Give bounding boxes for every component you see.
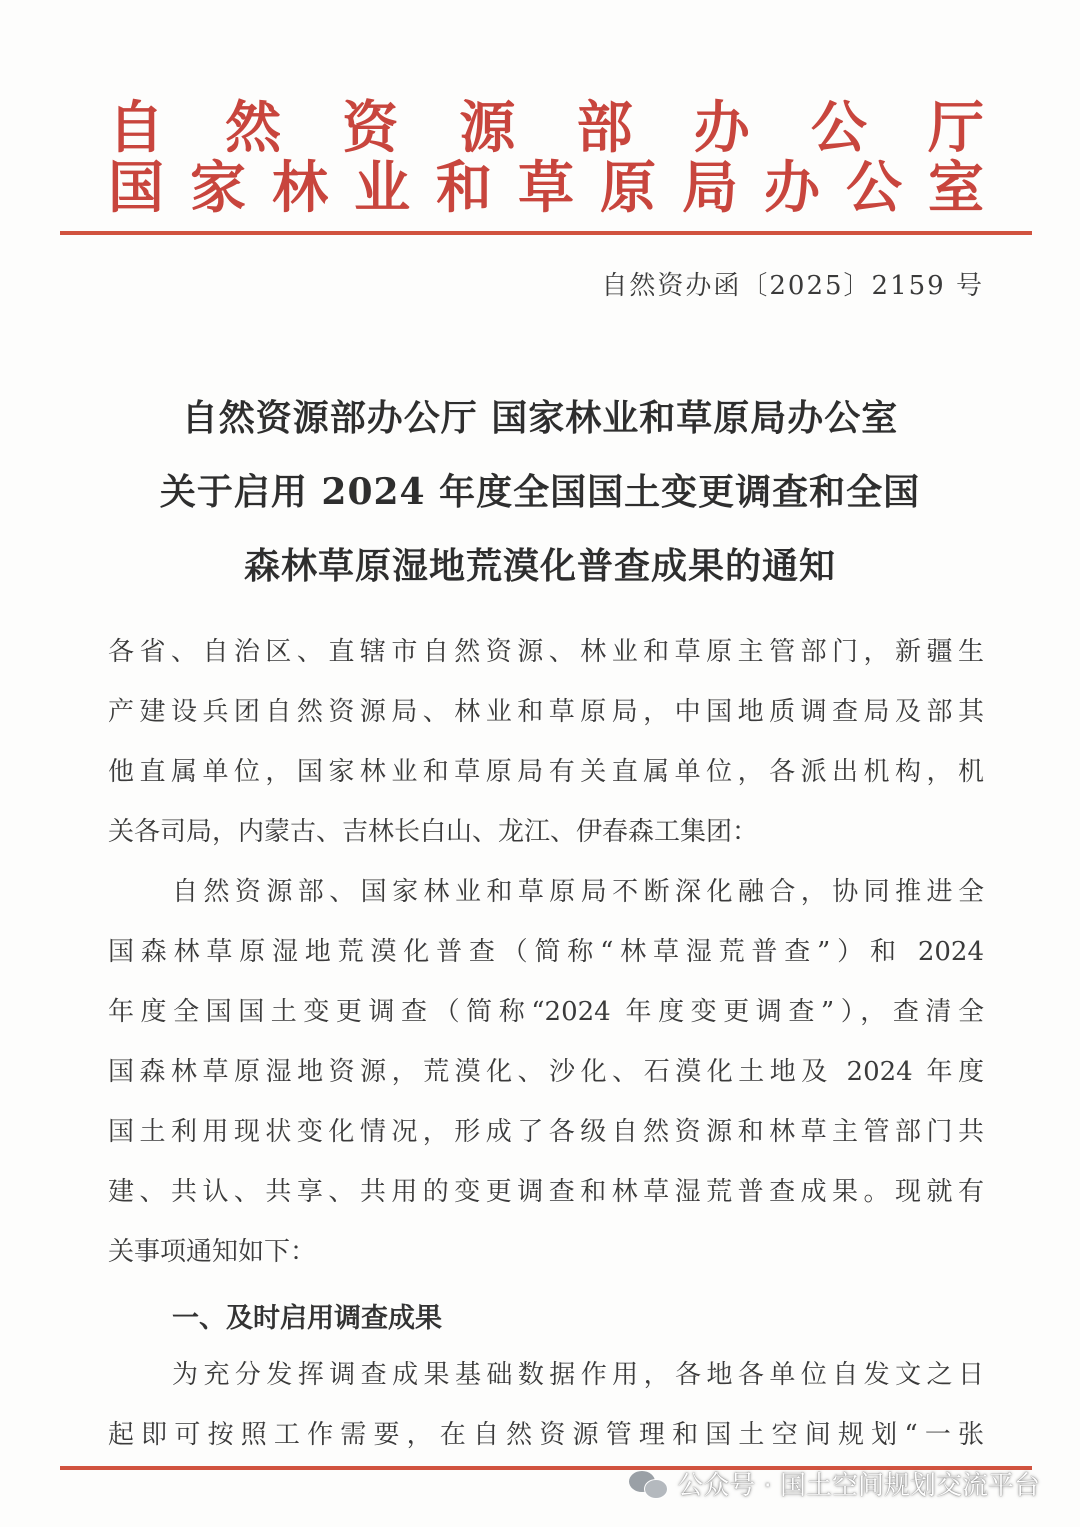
letterhead-char: 原 — [600, 155, 656, 221]
letterhead-char: 办 — [693, 95, 750, 161]
addressee-line: 他直属单位，国家林业和草原局有关直属单位，各派出机构，机 — [108, 757, 984, 787]
letterhead-char: 源 — [459, 95, 516, 161]
letterhead-char: 办 — [764, 155, 820, 221]
title-line-3: 森林草原湿地荒漠化普查成果的通知 — [243, 545, 836, 587]
addressee-line: 关各司局，内蒙古、吉林长白山、龙江、伊春森工集团： — [108, 817, 759, 847]
letterhead-line-1 — [108, 95, 984, 161]
letterhead-divider — [60, 231, 1032, 235]
letterhead-char: 室 — [928, 155, 984, 221]
paragraph-line: 国森林草原湿地资源，荒漠化、沙化、石漠化土地及 2024 年度 — [108, 1057, 984, 1087]
section-heading: 一、及时启用调查成果 — [172, 1303, 442, 1334]
watermark-text: 公众号 · 国土空间规划交流平台 — [677, 1471, 1040, 1501]
letterhead-char: 厅 — [927, 95, 984, 161]
wechat-icon — [629, 1469, 669, 1499]
letterhead-char: 国 — [108, 155, 164, 221]
letterhead-char: 部 — [576, 95, 633, 161]
letterhead-char: 公 — [810, 95, 867, 161]
letterhead-char: 业 — [354, 155, 410, 221]
paragraph-line: 年度全国国土变更调查（简称“2024 年度变更调查”），查清全 — [108, 997, 984, 1027]
letterhead-char: 林 — [272, 155, 328, 221]
letterhead-char: 和 — [436, 155, 492, 221]
letterhead-char: 然 — [225, 95, 282, 161]
paragraph-line: 为充分发挥调查成果基础数据作用，各地各单位自发文之日 — [172, 1360, 984, 1390]
addressee-line: 各省、自治区、直辖市自然资源、林业和草原主管部门，新疆生 — [108, 637, 984, 667]
paragraph-line: 建、共认、共享、共用的变更调查和林草湿荒普查成果。现就有 — [108, 1177, 984, 1207]
paragraph-line: 国土利用现状变化情况，形成了各级自然资源和林草主管部门共 — [108, 1117, 984, 1147]
letterhead-char: 家 — [190, 155, 246, 221]
document-number: 自然资办函〔2025〕2159 号 — [601, 271, 984, 301]
wechat-watermark — [629, 1465, 1040, 1502]
letterhead-char: 草 — [518, 155, 574, 221]
title-line-1: 自然资源部办公厅 国家林业和草原局办公室 — [181, 397, 899, 439]
letterhead-char: 公 — [846, 155, 902, 221]
letterhead-line-2 — [108, 155, 984, 221]
paragraph-line: 自然资源部、国家林业和草原局不断深化融合，协同推进全 — [172, 877, 984, 907]
addressee-line: 产建设兵团自然资源局、林业和草原局，中国地质调查局及部其 — [108, 697, 984, 727]
letterhead-char: 局 — [682, 155, 738, 221]
paragraph-line: 国森林草原湿地荒漠化普查（简称“林草湿荒普查”）和 2024 — [108, 937, 984, 967]
letterhead-char: 资 — [342, 95, 399, 161]
paragraph-line: 起即可按照工作需要，在自然资源管理和国土空间规划“一张 — [108, 1420, 984, 1450]
title-line-2: 关于启用 2024 年度全国国土变更调查和全国 — [159, 471, 921, 513]
letterhead-char: 自 — [108, 95, 164, 161]
paragraph-line: 关事项通知如下： — [108, 1237, 317, 1267]
